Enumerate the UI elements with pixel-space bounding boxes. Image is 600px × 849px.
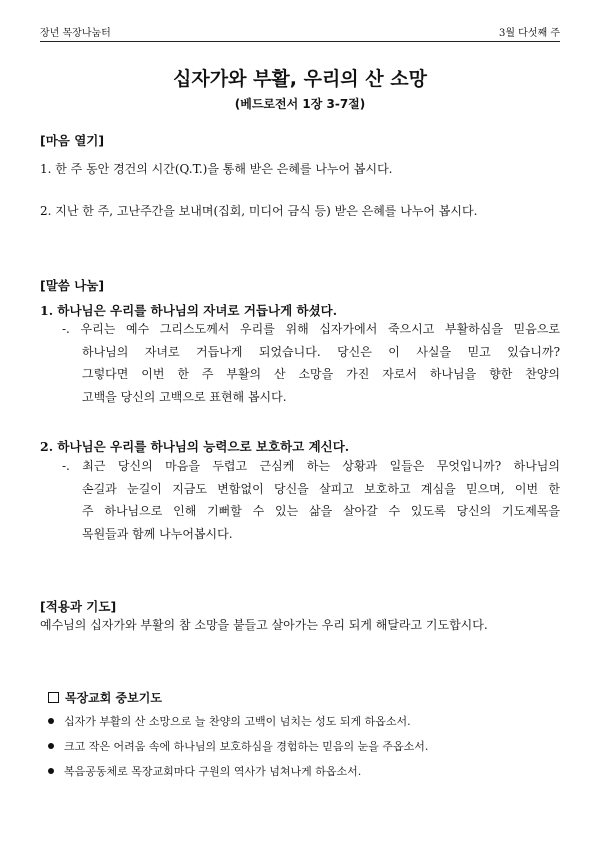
question-1-line: -. 우리는 예수 그리스도께서 우리를 위해 십자가에서 죽으시고 부활하심을 믿음으로 xyxy=(62,322,560,336)
prayer-item-text: 복음공동체로 목장교회마다 구원의 역사가 넘쳐나게 하옵소서. xyxy=(64,765,362,778)
section-heading-apply: [적용과 기도] xyxy=(40,599,117,614)
open-item-1: 1. 한 주 동안 경건의 시간(Q.T.)을 통해 받은 은혜를 나누어 봅시다. xyxy=(40,162,393,176)
question-1-line: 그렇다면 이번 한 주 부활의 산 소망을 가진 자로서 하나님을 향한 찬양의 xyxy=(82,367,560,381)
checkbox-icon xyxy=(48,692,59,703)
prayer-item-text: 십자가 부활의 산 소망으로 늘 찬양의 고백이 넘치는 성도 되게 하옵소서. xyxy=(64,715,411,728)
section-heading-word: [말씀 나눔] xyxy=(40,278,105,293)
page-subtitle: (베드로전서 1장 3-7절) xyxy=(234,97,366,111)
question-2-line: 손길과 눈길이 지금도 변함없이 당신을 살피고 보호하고 계심을 믿으며, 이번 한 xyxy=(82,481,560,496)
page-title: 십자가와 부활, 우리의 산 소망 xyxy=(173,68,427,90)
question-1-line: 하나님의 자녀로 거듭나게 되었습니다. 당신은 이 사실을 믿고 있습니까? xyxy=(82,344,560,359)
prayer-heading-text: 목장교회 중보기도 xyxy=(65,691,162,705)
header-right: 3월 다섯째 주 xyxy=(498,28,560,39)
header-left: 장년 목장나눔터 xyxy=(40,28,111,39)
bullet-icon xyxy=(48,743,54,749)
header-divider xyxy=(40,41,560,42)
bullet-icon xyxy=(48,768,54,774)
question-2-line: -. 최근 당신의 마음을 두렵고 근심케 하는 상황과 일들은 무엇입니까? 하나님의 xyxy=(62,459,560,473)
question-1-body xyxy=(62,318,560,408)
question-1-line: 고백을 당신의 고백으로 표현해 봅시다. xyxy=(82,389,287,404)
section-heading-open: [마음 열기] xyxy=(40,133,105,148)
apply-text: 예수님의 십자가와 부활의 참 소망을 붙들고 살아가는 우리 되게 해달라고 기도합시다. xyxy=(40,618,488,632)
prayer-item xyxy=(48,713,411,729)
question-2-title: 2. 하나님은 우리를 하나님의 능력으로 보호하고 계신다. xyxy=(40,439,350,454)
prayer-heading xyxy=(48,689,162,706)
question-2-line: 주 하나님으로 인해 기뻐할 수 있는 삶을 살아갈 수 있도록 당신의 기도제목을 xyxy=(82,504,560,518)
prayer-item xyxy=(48,738,428,754)
question-2-line: 목원들과 함께 나누어봅시다. xyxy=(82,526,233,541)
prayer-item-text: 크고 작은 어려움 속에 하나님의 보호하심을 경험하는 믿음의 눈을 주옵소서. xyxy=(64,740,429,753)
question-2-body xyxy=(62,455,560,545)
bullet-icon xyxy=(48,718,54,724)
question-1-title: 1. 하나님은 우리를 하나님의 자녀로 거듭나게 하셨다. xyxy=(40,303,338,318)
prayer-item xyxy=(48,763,361,779)
open-item-2: 2. 지난 한 주, 고난주간을 보내며(집회, 미디어 금식 등) 받은 은혜를 나누어 봅시다. xyxy=(40,204,478,218)
